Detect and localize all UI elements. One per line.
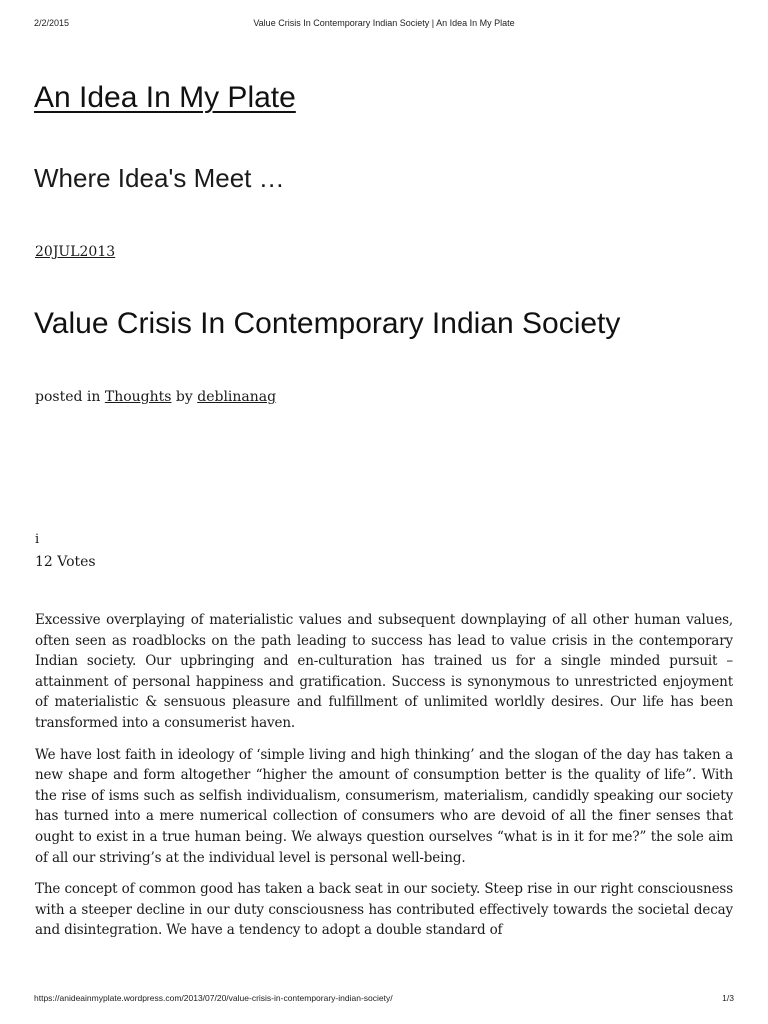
byline-by: by [175,389,193,405]
print-document-title: Value Crisis In Contemporary Indian Society | An Idea In My Plate [253,18,515,28]
post-paragraph: Excessive overplaying of materialistic values and subsequent downplaying of all other human values, often seen as roadblocks on the path leading to success has lead to value crisis in the contemporary Indian society. Our upbringing and en-culturation has trained us for a single minded pursuit – attainment of personal happiness and gratification. Success is synonymous to unrestricted enjoyment of materialistic & sensuous pleasure and fulfillment of unlimited worldly desires. Our life has been transformed into a consumerist haven. [35,612,733,731]
post-content [35,610,733,980]
author-link[interactable]: deblinanag [197,389,277,405]
post-byline [35,387,276,407]
vote-count: 12 Votes [35,554,96,570]
print-footer [34,993,734,1007]
byline-prefix: posted in [35,389,101,405]
rating-icon[interactable]: i [35,532,40,547]
print-url: https://anideainmyplate.wordpress.com/2013/07/20/value-crisis-in-contemporary-indian-society/ [34,993,393,1003]
site-tagline: Where Idea's Meet … [34,163,285,193]
post-paragraph: The concept of common good has taken a back seat in our society. Steep rise in our right consciousness with a steeper decline in our duty consciousness has contributed effectively towards the societal decay and disintegration. We have a tendency to adopt a double standard of [35,881,733,939]
print-date: 2/2/2015 [34,18,70,28]
site-title-link[interactable]: An Idea In My Plate [34,81,296,114]
post-paragraph: We have lost faith in ideology of ‘simple living and high thinking’ and the slogan of the day has taken a new shape and form altogether “higher the amount of consumption better is the quality of life”. With the rise of isms such as selfish individualism, consumerism, materialism, candidly speaking our society has turned into a mere numerical collection of consumers who are devoid of all the finer senses that ought to exist in a true human being. We always question ourselves “what is in it for me?” the sole aim of all our striving’s at the individual level is personal well-being. [35,746,733,866]
print-header [34,18,734,32]
category-link-thoughts[interactable]: Thoughts [104,389,172,405]
post-title: Value Crisis In Contemporary Indian Society [34,307,621,340]
print-page-number: 1/3 [722,993,734,1003]
post-date-link[interactable]: 20JUL2013 [35,244,116,260]
